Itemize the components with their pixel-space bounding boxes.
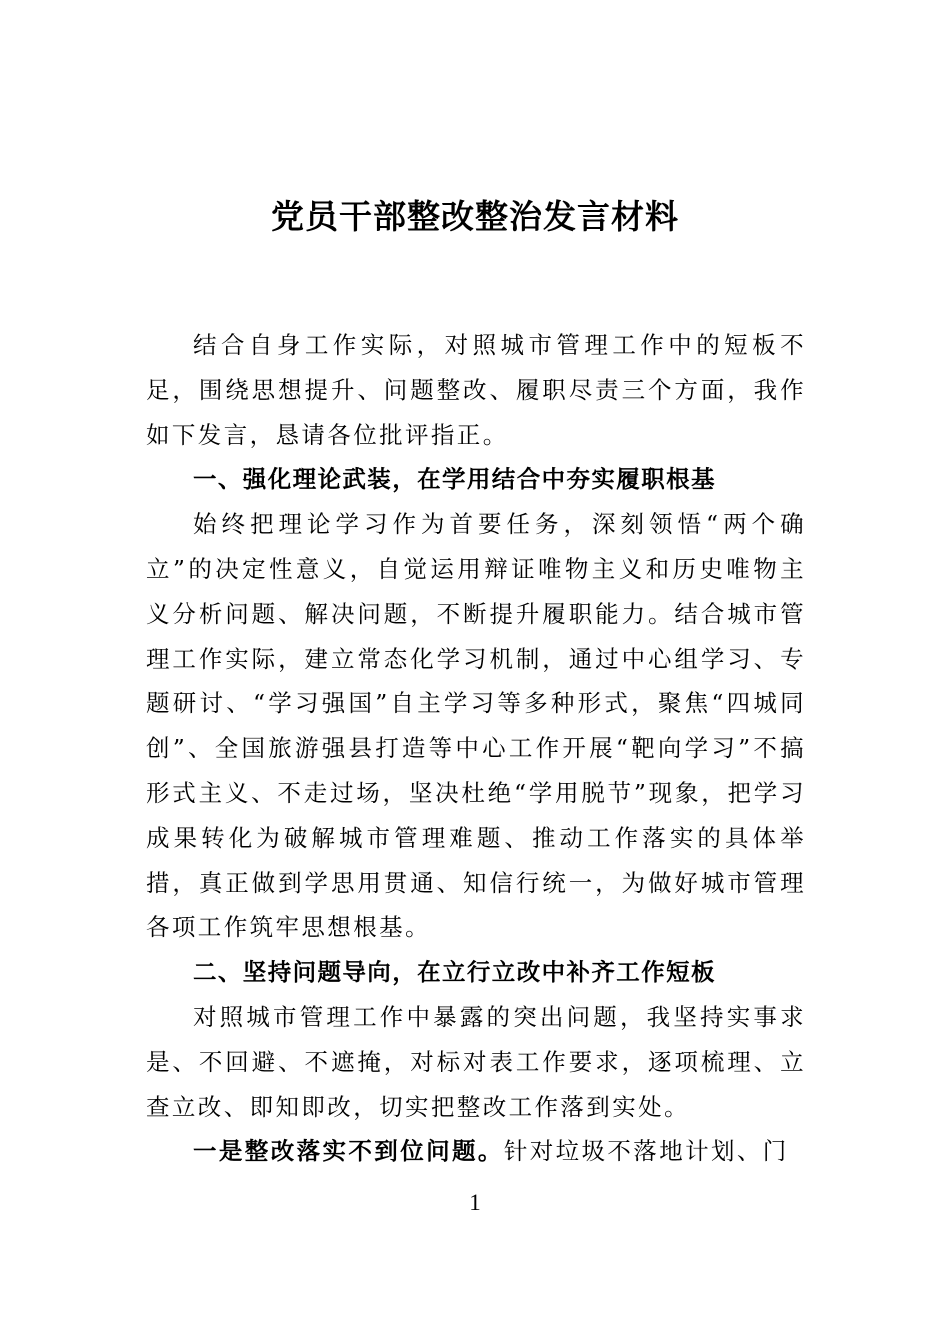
page-number: 1 bbox=[469, 1190, 481, 1215]
section-2-paragraph: 对照城市管理工作中暴露的突出问题，我坚持实事求是、不回避、不遮掩，对标对表工作要求，逐项梳理、立查立改、即知即改，切实把整改工作落到实处。 bbox=[146, 1002, 806, 1121]
intro-paragraph: 结合自身工作实际，对照城市管理工作中的短板不足，围绕思想提升、问题整改、履职尽责三个方面，我作如下发言，恳请各位批评指正。 bbox=[146, 331, 806, 449]
item-1-text: 针对垃圾不落地计划、门 bbox=[503, 1137, 789, 1166]
section-1-heading: 一、强化理论武装，在学用结合中夯实履职根基 bbox=[193, 465, 716, 494]
section-2-heading: 二、坚持问题导向，在立行立改中补齐工作短板 bbox=[193, 958, 716, 987]
section-1-paragraph: 始终把理论学习作为首要任务，深刻领悟“两个确立”的决定性意义，自觉运用辩证唯物主义和历史唯物主义分析问题、解决问题，不断提升履职能力。结合城市管理工作实际，建立常态化学习机制，通过中心组学习、专题研讨、“学习强国”自主学习等多种形式，聚焦“四城同创”、全国旅游强县打造等中心工作开展“靶向学习”不搞形式主义、不走过场，坚决杜绝“学用脱节”现象，把学习成果转化为破解城市管理难题、推动工作落实的具体举措，真正做到学思用贯通、知信行统一，为做好城市管理各项工作筑牢思想根基。 bbox=[146, 510, 806, 942]
item-1-paragraph bbox=[146, 1129, 806, 1174]
document-title: 党员干部整改整治发言材料 bbox=[271, 197, 679, 236]
document-body bbox=[146, 323, 806, 1174]
item-1-lead: 一是整改落实不到位问题。 bbox=[193, 1137, 504, 1166]
